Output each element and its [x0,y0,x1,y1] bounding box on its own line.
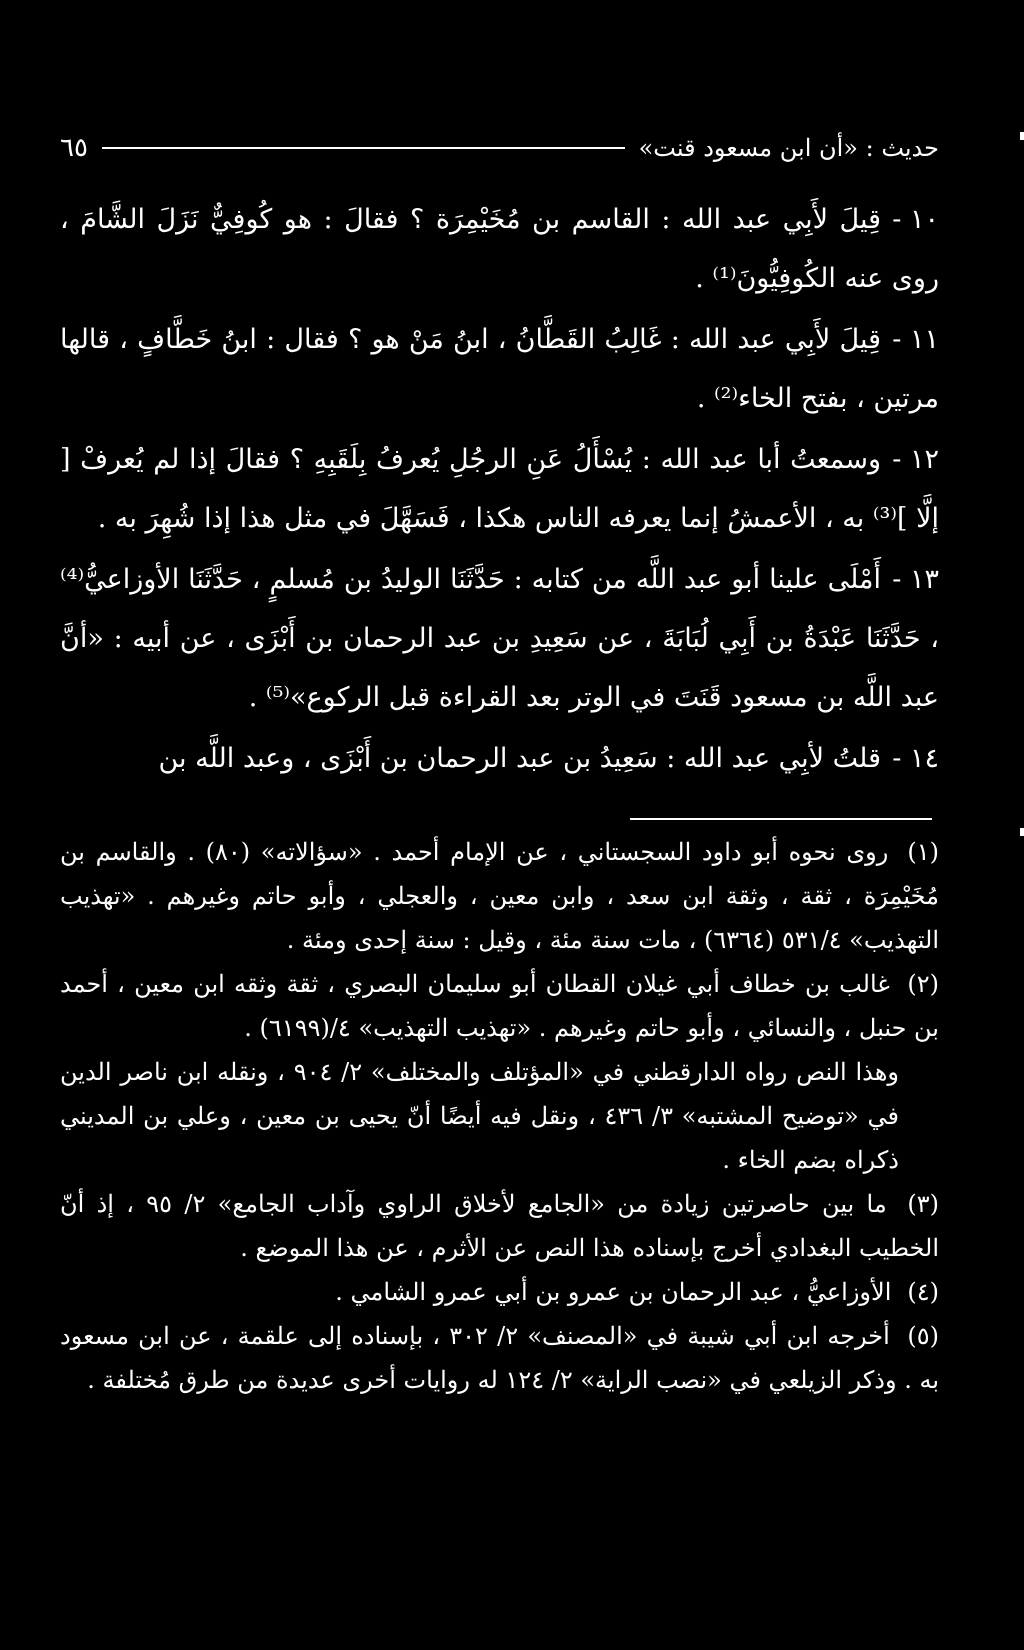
footnotes [60,830,939,1402]
page-header [60,128,939,168]
paragraph-text: قلتُ لأبِي عبد الله : سَعِيدُ بن عبد الرحمان بن أَبْزَى ، وعبد اللَّه بن [158,743,881,774]
footnote-text: ما بين حاصرتين زيادة من «الجامع لأخلاق الراوي وآداب الجامع» ٢/ ٩٥ ، إذ أنّ الخطيب البغدادي أخرج بإسناده هذا النص عن الأثرم ، عن هذا الموضع . [60,1190,939,1262]
footnote-number: (٥) [907,1322,939,1350]
paragraph-14 [60,729,939,788]
main-text [60,190,939,790]
paragraph-text: أَمْلَى علينا أبو عبد اللَّه من كتابه : حَدَّثَنَا الوليدُ بن مُسلمٍ ، حَدَّثَنَا الأوزاعيُّ⁽⁴⁾ ، حَدَّثَنَا عَبْدَةُ بن أَبِي لُبَابَةَ ، عن سَعِيدِ بن عبد الرحمان بن أَبْزَى ، عن أبيه : «أنَّ عبد اللَّه بن مسعود قَنَتَ في الوتر بعد القراءة قبل الركوع»⁽⁵⁾ . [60,564,939,713]
paragraph-text: وسمعتُ أبا عبد الله : يُسْأَلُ عَنِ الرجُلِ يُعرفُ بِلَقَبِهِ ؟ فقالَ إذا لم يُعرفْ [ إلَّا ]⁽³⁾ به ، الأعمشُ إنما يعرفه الناس هكذا ، فَسَهَّلَ في مثل هذا إذا شُهِرَ به . [60,444,939,534]
footnote-1 [60,830,939,962]
footnote-number: (٣) [907,1190,939,1218]
footnote-number: (٢) [907,970,939,998]
page-number: ٦٥ [60,133,88,163]
paragraph-text: قِيلَ لأَبِي عبد الله : القاسم بن مُخَيْمِرَة ؟ فقالَ : هو كُوفِيٌّ نَزَلَ الشَّامَ ، روى عنه الكُوفِيُّونَ⁽¹⁾ . [60,204,939,294]
paragraph-12 [60,430,939,548]
header-rule [102,147,625,149]
footnote-5 [60,1314,939,1402]
running-title: حديث : «أن ابن مسعود قنت» [638,134,939,162]
scan-edge-mark [1020,828,1024,836]
paragraph-10 [60,190,939,308]
paragraph-number: ١٤ - [892,743,939,774]
paragraph-13 [60,550,939,727]
footnote-3 [60,1182,939,1270]
footnote-text: أخرجه ابن أبي شيبة في «المصنف» ٢/ ٣٠٢ ، بإسناده إلى علقمة ، عن ابن مسعود به . وذكر الزيلعي في «نصب الراية» ٢/ ١٢٤ له روايات أخرى عديدة من طرق مُختلفة . [60,1322,939,1394]
paragraph-number: ١٢ - [892,444,939,475]
footnote-text: روى نحوه أبو داود السجستاني ، عن الإمام أحمد . «سؤالاته» (٨٠) . والقاسم بن مُخَيْمِرَة ، ثقة ، وثقة ابن سعد ، وابن معين ، والعجلي ، وأبو حاتم وغيرهم . «تهذيب التهذيب» ٥٣١/٤ (٦٣٦٤) ، مات سنة مئة ، وقيل : سنة إحدى ومئة . [60,838,939,954]
footnote-4 [60,1270,939,1314]
footnote-text: وهذا النص رواه الدارقطني في «المؤتلف والمختلف» ٢/ ٩٠٤ ، ونقله ابن ناصر الدين في «توضيح المشتبه» ٣/ ٤٣٦ ، ونقل فيه أيضًا أنّ يحيى بن معين ، وعلي بن المديني ذكراه بضم الخاء . [60,1058,900,1174]
paragraph-11 [60,310,939,428]
footnote-2-continued [60,1050,939,1182]
footnote-text: غالب بن خطاف أبي غيلان القطان أبو سليمان البصري ، ثقة وثقه ابن معين ، أحمد بن حنبل ، والنسائي ، وأبو حاتم وغيرهم . «تهذيب التهذيب» ٤/(٦١٩٩) . [60,970,939,1042]
footnote-number: (٤) [907,1278,939,1306]
paragraph-number: ١٠ - [892,204,939,235]
paragraph-number: ١١ - [892,324,939,355]
paragraph-number: ١٣ - [892,564,939,595]
paragraph-text: قِيلَ لأَبِي عبد الله : غَالِبُ القَطَّانُ ، ابنُ مَنْ هو ؟ فقال : ابنُ خَطَّافٍ ، قالها مرتين ، بفتح الخاء⁽²⁾ . [60,324,939,414]
footnote-number: (١) [907,838,939,866]
footnote-2 [60,962,939,1050]
footnote-text: الأوزاعيُّ ، عبد الرحمان بن عمرو بن أبي عمرو الشامي . [335,1278,892,1306]
footnote-divider [630,818,932,820]
scan-edge-mark [1020,132,1024,140]
